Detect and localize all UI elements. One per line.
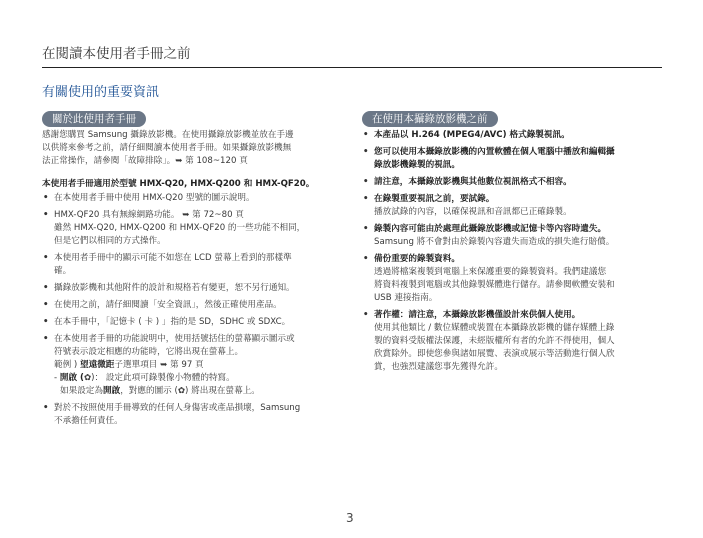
- list-item: • 在本使用者手冊中使用 HMX-Q20 型號的圖示說明。: [42, 192, 362, 205]
- list-item: • 本產品以 H.264 (MPEG4/AVC) 格式錄製視訊。: [362, 129, 667, 142]
- left-section-pill: 關於此使用者手冊: [42, 111, 146, 127]
- list-item: • 在使用之前，請仔細閱讀「安全資訊」，然後正確使用產品。: [42, 299, 362, 312]
- list-item: • 本使用者手冊中的顯示可能不如您在 LCD 螢幕上看到的那樣準 確。: [42, 252, 362, 278]
- list-item: • 錄製內容可能由於處理此攝錄放影機或記憶卡等內容時遺失。 Samsung 將不會對由於錄製內容遺失而造成的損失進行賠償。: [362, 223, 667, 249]
- macro-flower-icon: ✿: [83, 373, 92, 383]
- section-title: 有關使用的重要資訊: [42, 85, 160, 100]
- intro-text: 感謝您購買 Samsung 攝錄放影機。在使用攝錄放影機並放在手邊 以供將來參考之前，請仔細閱讀本使用者手冊。如果攝錄放影機無 法正常操作，請參閱「故障排除」。➥ 第 108~120 頁: [42, 130, 294, 166]
- right-column: [362, 129, 667, 374]
- list-item: • 攝錄放影機和其他附件的設計和規格若有變更，恕不另行通知。: [42, 282, 362, 295]
- applies-heading: 本使用者手冊適用於型號 HMX-Q20, HMX-Q200 和 HMX-QF20。: [42, 179, 315, 189]
- list-item: • 對於不按照使用手冊導致的任何人身傷害或產品損壞，Samsung 不承擔任何責任。: [42, 402, 362, 428]
- right-section-pill: 在使用本攝錄放影機之前: [362, 111, 498, 127]
- right-bullet-list: [362, 129, 667, 374]
- list-item: • 備份重要的錄製資料。 透過將檔案複製到電腦上來保護重要的錄製資料。我們建議您 將資料複製到電腦或其他錄製媒體進行儲存。請參閱軟體安裝和 USB 連接指南。: [362, 253, 667, 305]
- list-item: • 您可以使用本攝錄放影機的內置軟體在個人電腦中播放和編輯攝 錄放影機錄製的視訊。: [362, 146, 667, 172]
- macro-flower-icon: ✿: [177, 386, 186, 396]
- left-bullet-list: [42, 192, 362, 428]
- page-header-title: 在閱讀本使用者手冊之前: [42, 46, 191, 62]
- header-rule: [42, 67, 662, 68]
- list-item: • 著作權：請注意，本攝錄放影機僅設計來供個人使用。 使用其他類比 / 數位媒體或裝置在本攝錄放影機的儲存媒體上錄 製的資料受版權法保護，未經版權所有者的允許不得使用，個人 欣賞除外。即使您參與諸如展覽、表演或展示等活動進行個人欣 賞，也強烈建議您事先獲得允許。: [362, 309, 667, 374]
- list-item: • 在本手冊中，「記憶卡 ( 卡 ) 」指的是 SD，SDHC 或 SDXC。: [42, 316, 362, 329]
- list-item: • 在錄製重要視訊之前，要試錄。 播放試錄的內容，以確保視訊和音訊都已正確錄製。: [362, 193, 667, 219]
- left-column: [42, 129, 362, 428]
- list-item: • 在本使用者手冊的功能說明中，使用括號括住的螢幕顯示圖示或 符號表示設定相應的功能時，它將出現在螢幕上。 範例 ) 望遠微距子選單項目 ➥ 第 97 頁 - 開啟 (✿)： 設定此項可錄製像小物體的特寫。 如果設定為開啟，對應的圖示 (✿) 將出現在螢幕上。: [42, 333, 362, 398]
- list-item: • HMX-QF20 具有無線網路功能。 ➥ 第 72~80 頁 雖然 HMX-Q20, HMX-Q200 和 HMX-QF20 的一些功能不相同， 但是它們以相同的方式操作。: [42, 209, 362, 248]
- list-item: • 請注意，本攝錄放影機與其他數位視訊格式不相容。: [362, 176, 667, 189]
- page-number: 3: [346, 511, 354, 525]
